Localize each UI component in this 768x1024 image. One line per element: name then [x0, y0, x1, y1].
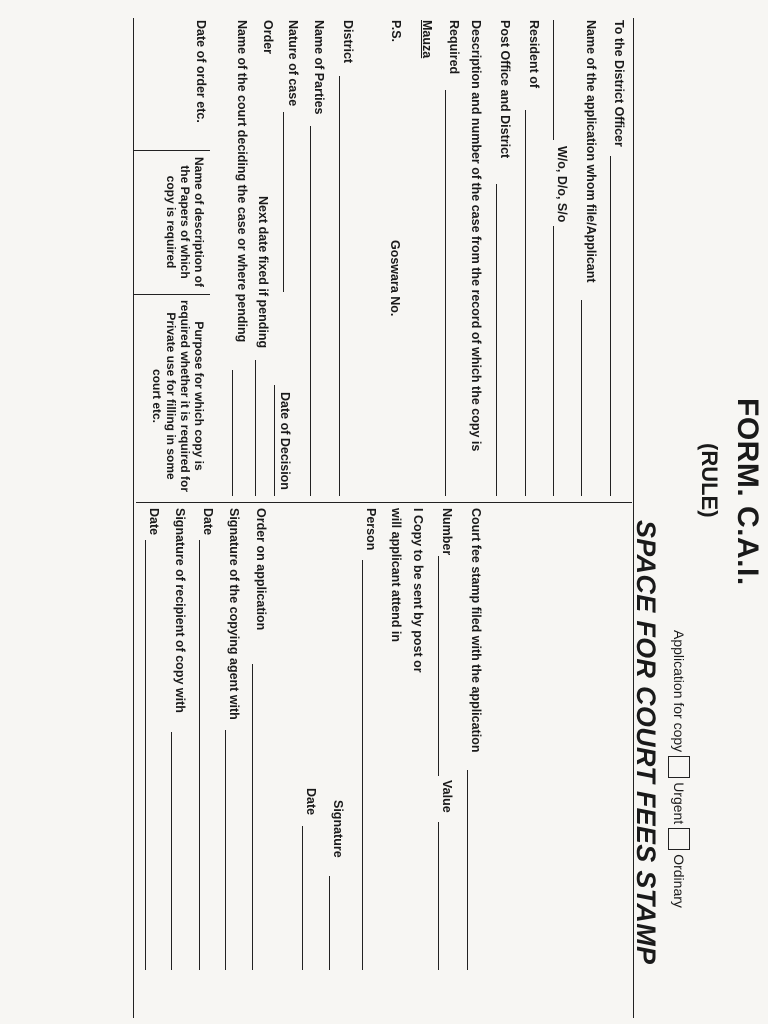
- name-of-parties-line: [310, 126, 311, 496]
- recipient-line: [171, 732, 172, 970]
- date2-line: [199, 540, 200, 970]
- order-on-application-line: [252, 664, 253, 970]
- form-bottom-border: [133, 18, 134, 1018]
- attend-label: will applicant attend in: [389, 508, 403, 643]
- col-name-header: Name of description of the Papers of which copy is required: [164, 156, 206, 287]
- copying-agent-label: Signature of the copying agent with: [227, 508, 241, 720]
- required-line: [445, 90, 446, 496]
- to-district-officer-label: To the District Officer: [612, 20, 626, 147]
- court-name-label: Name of the court deciding the case or where pending: [235, 20, 249, 343]
- center-divider: [136, 502, 632, 503]
- form-title: FORM. C.A.I.: [731, 398, 764, 586]
- urgent-label: Urgent: [671, 782, 687, 825]
- number-line: [438, 556, 439, 776]
- urgent-checkbox[interactable]: [668, 756, 690, 778]
- applicant-name-label: Name of the application whom file/Applicant: [584, 20, 598, 283]
- district-label: District: [341, 20, 355, 64]
- recipient-label: Signature of recipient of copy with: [173, 508, 187, 713]
- date3-line: [145, 540, 146, 970]
- goswara-label: Goswara No.: [388, 240, 402, 317]
- court-fee-line: [467, 770, 468, 970]
- number-label: Number: [440, 508, 454, 556]
- date1-label: Date: [304, 788, 318, 816]
- resident-of-line: [525, 110, 526, 496]
- next-date-label: Next date fixed if pending: [256, 196, 270, 349]
- table-divider-1: [134, 150, 210, 151]
- description-label: Description and number of the case from the record of which the copy is: [469, 20, 483, 452]
- signature-line: [329, 876, 330, 970]
- application-for-copy-row: [668, 630, 690, 908]
- date2-label: Date: [201, 508, 215, 536]
- applicant-name-line: [581, 300, 582, 496]
- ps-label: P.S.: [389, 20, 403, 43]
- court-fee-label: Court fee stamp filed with the application: [469, 508, 483, 753]
- date-of-decision-line: [274, 385, 275, 496]
- col-purpose-header: Purpose for which copy is required whether it is required for Private use for filling in some court etc.: [150, 299, 206, 493]
- wdo-label: W/o, D/o, S/o: [555, 146, 569, 223]
- stamp-space-heading: SPACE FOR COURT FEES STAMP: [631, 520, 661, 965]
- person-line: [362, 560, 363, 970]
- wdo-line: [553, 226, 554, 496]
- mauza-label: Mauza: [420, 20, 434, 59]
- district-line: [339, 76, 340, 496]
- order-on-application-label: Order on application: [254, 508, 268, 631]
- name-of-parties-label: Name of Parties: [312, 20, 326, 115]
- ordinary-checkbox[interactable]: [668, 828, 690, 850]
- date-of-decision-label: Date of Decision: [278, 392, 292, 490]
- applicant-name-line-2: [553, 20, 554, 140]
- form-top-border: [633, 18, 634, 1018]
- resident-of-label: Resident of: [527, 20, 541, 89]
- next-date-line: [255, 360, 256, 496]
- copy-sent-label: I Copy to be sent by post or: [411, 508, 425, 673]
- date1-line: [302, 826, 303, 970]
- nature-of-case-label: Nature of case: [286, 20, 300, 107]
- table-divider-2: [134, 294, 210, 295]
- signature-label: Signature: [331, 800, 345, 858]
- copying-agent-line: [225, 730, 226, 970]
- value-label: Value: [440, 780, 454, 813]
- application-for-copy-label: Application for copy: [671, 630, 687, 753]
- ordinary-label: Ordinary: [671, 854, 687, 908]
- order-label: Order: [261, 20, 275, 55]
- nature-of-case-line: [283, 112, 284, 292]
- date3-label: Date: [147, 508, 161, 536]
- required-label: Required: [447, 20, 461, 75]
- court-name-line: [232, 370, 233, 496]
- person-label: Person: [364, 508, 378, 551]
- to-district-officer-line: [610, 156, 611, 496]
- col-date-header: Date of order etc.: [194, 20, 208, 123]
- post-office-label: Post Office and District: [498, 20, 512, 159]
- form-rule: (RULE): [697, 443, 722, 518]
- value-line: [438, 822, 439, 970]
- post-office-line: [496, 184, 497, 496]
